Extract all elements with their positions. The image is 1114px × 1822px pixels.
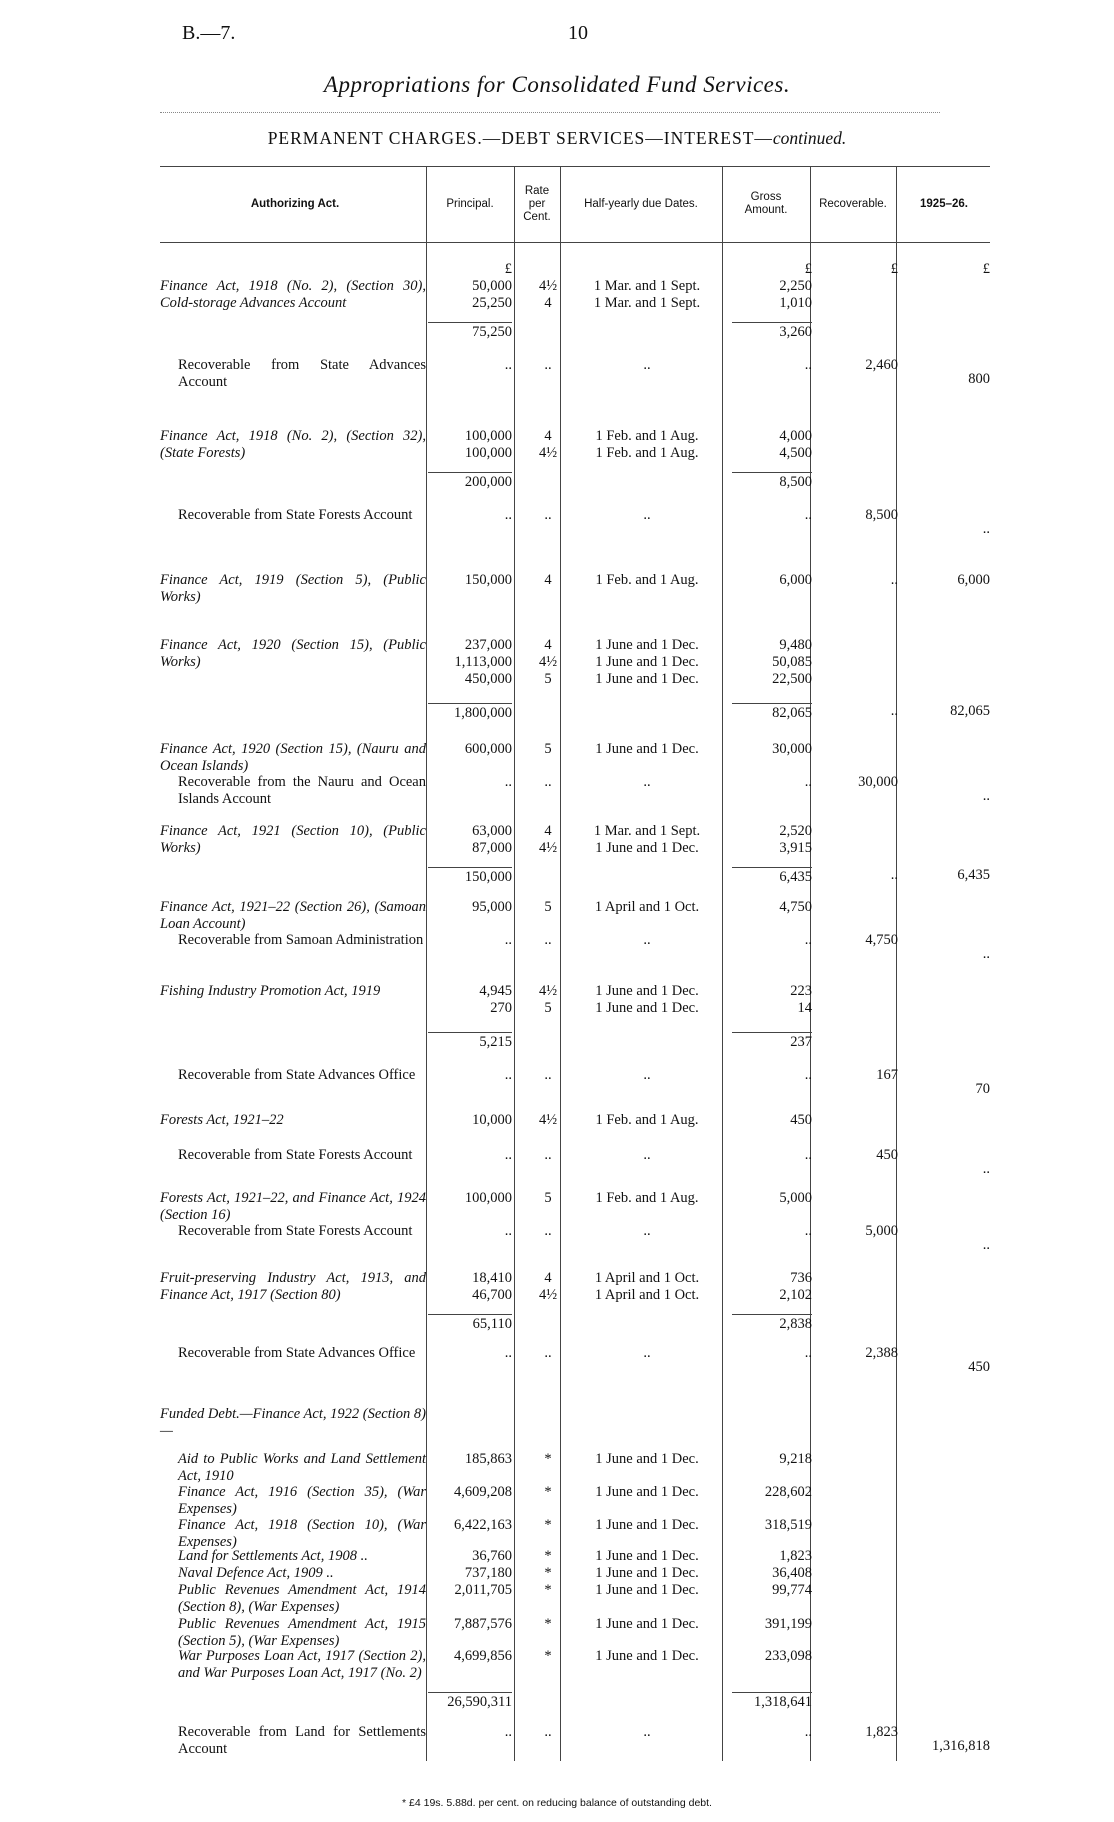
- principal-total: 5,215: [428, 1032, 512, 1051]
- authorizing-act: Land for Settlements Act, 1908 ..: [178, 1548, 368, 1564]
- col-header-year: 1925–26.: [920, 198, 968, 210]
- principal-cell: 185,863: [464, 1451, 512, 1467]
- principal-value: 18,410: [472, 1270, 512, 1286]
- footnote: * £4 19s. 5.88d. per cent. on reducing balance of outstanding debt.: [402, 1797, 712, 1809]
- dates-cell: [572, 983, 722, 1017]
- col-header-gross: Gross Amount.: [744, 191, 788, 216]
- gross-total: 2,838: [732, 1314, 812, 1333]
- dates-cell: ..: [643, 774, 651, 790]
- principal-total: 200,000: [428, 472, 512, 491]
- authorizing-act: Recoverable from State Advances Office: [178, 1345, 416, 1361]
- authorizing-act: Recoverable from State Forests Account: [178, 507, 413, 523]
- rate-cell: *: [544, 1582, 552, 1598]
- rate-cell: ..: [544, 357, 552, 373]
- authorizing-act: Forests Act, 1921–22, and Finance Act, 1924 (Section 16): [160, 1190, 426, 1223]
- dates-value: 1 April and 1 Oct.: [594, 1270, 700, 1286]
- authorizing-act: Forests Act, 1921–22: [160, 1112, 284, 1128]
- principal-value: 50,000: [472, 278, 512, 294]
- gross-cell: [732, 983, 812, 1017]
- authorizing-act: Recoverable from Land for Settlements Account: [178, 1724, 426, 1757]
- dates-value: 1 Mar. and 1 Sept.: [593, 295, 701, 311]
- rate-cell: [528, 428, 568, 462]
- gross-cell: [732, 637, 812, 688]
- rate-cell: ..: [544, 932, 552, 948]
- rate-cell: *: [544, 1548, 552, 1564]
- principal-cell: [428, 1270, 512, 1304]
- principal-value: 237,000: [464, 637, 512, 653]
- gross-value: 4,000: [779, 428, 812, 444]
- dates-value: 1 June and 1 Dec.: [595, 654, 699, 670]
- recoverable-cell: 5,000: [865, 1223, 898, 1239]
- principal-cell: 7,887,576: [454, 1616, 512, 1632]
- principal-total: 26,590,311: [428, 1692, 512, 1711]
- principal-cell: 95,000: [472, 899, 512, 915]
- dates-cell: [572, 278, 722, 312]
- dates-cell: 1 June and 1 Dec.: [595, 1565, 699, 1581]
- principal-cell: 36,760: [472, 1548, 512, 1564]
- principal-cell: 2,011,705: [454, 1582, 512, 1598]
- recoverable-cell: 1,823: [865, 1724, 898, 1740]
- authorizing-act: Aid to Public Works and Land Settlement Act, 1910: [178, 1451, 426, 1484]
- gross-cell: ..: [804, 1147, 812, 1163]
- section-subtitle: [0, 128, 1114, 149]
- dates-cell: 1 June and 1 Dec.: [595, 1484, 699, 1500]
- rate-cell: 5: [544, 741, 552, 757]
- year-cell: 6,435: [957, 867, 990, 883]
- dates-cell: 1 June and 1 Dec.: [595, 1548, 699, 1564]
- gross-cell: 228,602: [764, 1484, 812, 1500]
- rate-value: 4: [544, 823, 552, 839]
- dates-cell: 1 June and 1 Dec.: [595, 1582, 699, 1598]
- dates-cell: ..: [643, 507, 651, 523]
- principal-cell: ..: [504, 357, 512, 373]
- dates-cell: ..: [643, 1345, 651, 1361]
- rate-value: 4: [544, 295, 552, 311]
- report-code: B.—7.: [182, 22, 236, 44]
- authorizing-act: Fruit-preserving Industry Act, 1913, and Finance Act, 1917 (Section 80): [160, 1270, 426, 1303]
- gross-total: 1,318,641: [732, 1692, 812, 1711]
- rate-cell: [528, 637, 568, 688]
- dates-value: 1 April and 1 Oct.: [594, 1287, 700, 1303]
- dates-value: 1 Mar. and 1 Sept.: [593, 823, 701, 839]
- gross-cell: 391,199: [764, 1616, 812, 1632]
- year-cell: ..: [982, 1161, 990, 1177]
- principal-total: 75,250: [428, 322, 512, 341]
- authorizing-act: Finance Act, 1921 (Section 10), (Public Works): [160, 823, 426, 856]
- dates-cell: ..: [643, 932, 651, 948]
- dates-value: 1 June and 1 Dec.: [595, 840, 699, 856]
- gross-value: 2,250: [779, 278, 812, 294]
- principal-cell: 737,180: [464, 1565, 512, 1581]
- gross-cell: ..: [804, 1724, 812, 1740]
- gross-cell: ..: [804, 1345, 812, 1361]
- gross-cell: 450: [790, 1112, 812, 1128]
- dates-cell: ..: [643, 1223, 651, 1239]
- authorizing-act: Public Revenues Amendment Act, 1915 (Section 5), (War Expenses): [178, 1616, 426, 1649]
- rate-value: 4: [544, 428, 552, 444]
- recoverable-cell: 167: [876, 1067, 898, 1083]
- col-divider: [896, 166, 897, 1761]
- dates-cell: ..: [643, 357, 651, 373]
- recoverable-cell: ..: [890, 703, 898, 719]
- principal-cell: 4,699,856: [454, 1648, 512, 1664]
- rate-value: 5: [544, 1000, 552, 1016]
- principal-cell: 6,422,163: [454, 1517, 512, 1533]
- gross-cell: 233,098: [764, 1648, 812, 1664]
- principal-cell: [428, 983, 512, 1017]
- gross-total: 82,065: [732, 703, 812, 722]
- dates-value: 1 June and 1 Dec.: [595, 1000, 699, 1016]
- col-divider: [514, 166, 515, 1761]
- principal-value: 450,000: [464, 671, 512, 687]
- principal-value: 87,000: [472, 840, 512, 856]
- gross-cell: 1,823: [779, 1548, 812, 1564]
- principal-cell: [428, 428, 512, 462]
- year-cell: ..: [982, 788, 990, 804]
- authorizing-act: Recoverable from Samoan Administration: [178, 932, 424, 948]
- rate-cell: ..: [544, 507, 552, 523]
- rate-cell: ..: [544, 1345, 552, 1361]
- principal-value: 270: [490, 1000, 512, 1016]
- dates-cell: 1 June and 1 Dec.: [595, 1517, 699, 1533]
- authorizing-act: Naval Defence Act, 1909 ..: [178, 1565, 334, 1581]
- page-title: Appropriations for Consolidated Fund Services.: [323, 72, 791, 97]
- col-divider: [722, 166, 723, 1761]
- year-cell: 800: [968, 371, 990, 387]
- rate-value: 4: [544, 637, 552, 653]
- principal-value: 4,945: [479, 983, 512, 999]
- rate-cell: *: [544, 1648, 552, 1664]
- principal-cell: ..: [504, 1223, 512, 1239]
- gross-cell: ..: [804, 357, 812, 373]
- authorizing-act: Finance Act, 1920 (Section 15), (Public Works): [160, 637, 426, 670]
- rate-cell: 4: [544, 572, 552, 588]
- rate-cell: *: [544, 1565, 552, 1581]
- gross-value: 9,480: [779, 637, 812, 653]
- currency-symbol: £: [504, 261, 512, 277]
- gross-cell: [732, 823, 812, 857]
- col-header-recoverable: Recoverable.: [819, 198, 887, 210]
- year-cell: 1,316,818: [932, 1738, 990, 1754]
- rate-cell: 5: [544, 899, 552, 915]
- principal-cell: 600,000: [464, 741, 512, 757]
- dates-cell: 1 Feb. and 1 Aug.: [595, 1112, 699, 1128]
- rate-cell: ..: [544, 1147, 552, 1163]
- rate-value: 4½: [538, 983, 558, 999]
- gross-cell: [732, 278, 812, 312]
- gross-total: 8,500: [732, 472, 812, 491]
- gross-value: 2,102: [779, 1287, 812, 1303]
- page-number: 10: [568, 22, 588, 44]
- principal-cell: ..: [504, 774, 512, 790]
- gross-cell: 9,218: [779, 1451, 812, 1467]
- authorizing-act: Recoverable from State Forests Account: [178, 1147, 413, 1163]
- authorizing-act: Finance Act, 1920 (Section 15), (Nauru and Ocean Islands): [160, 741, 426, 774]
- gross-value: 223: [790, 983, 812, 999]
- authorizing-act: Fishing Industry Promotion Act, 1919: [160, 983, 381, 999]
- dates-cell: ..: [643, 1147, 651, 1163]
- col-divider: [426, 166, 427, 1761]
- recoverable-cell: 2,460: [865, 357, 898, 373]
- currency-symbol: £: [804, 261, 812, 277]
- dates-cell: 1 June and 1 Dec.: [595, 741, 699, 757]
- dates-cell: 1 June and 1 Dec.: [595, 1616, 699, 1632]
- principal-total: 150,000: [428, 867, 512, 886]
- rate-cell: [528, 278, 568, 312]
- currency-symbol: £: [982, 261, 990, 277]
- dates-value: 1 June and 1 Dec.: [595, 671, 699, 687]
- principal-cell: ..: [504, 1067, 512, 1083]
- principal-value: 100,000: [464, 445, 512, 461]
- rate-value: 4: [544, 1270, 552, 1286]
- principal-value: 1,113,000: [454, 654, 512, 670]
- gross-value: 14: [797, 1000, 812, 1016]
- gross-cell: 30,000: [772, 741, 812, 757]
- principal-cell: [428, 823, 512, 857]
- recoverable-cell: 2,388: [865, 1345, 898, 1361]
- gross-value: 736: [790, 1270, 812, 1286]
- authorizing-act: Public Revenues Amendment Act, 1914 (Section 8), (War Expenses): [178, 1582, 426, 1615]
- principal-cell: [428, 637, 512, 688]
- gross-value: 22,500: [772, 671, 812, 687]
- authorizing-act: Recoverable from the Nauru and Ocean Islands Account: [178, 774, 426, 807]
- dates-cell: 1 Feb. and 1 Aug.: [595, 572, 699, 588]
- gross-cell: ..: [804, 507, 812, 523]
- dates-cell: ..: [643, 1067, 651, 1083]
- principal-total: 65,110: [428, 1314, 512, 1333]
- principal-value: 46,700: [472, 1287, 512, 1303]
- dates-cell: [572, 637, 722, 688]
- rate-cell: ..: [544, 1067, 552, 1083]
- dates-value: 1 Feb. and 1 Aug.: [595, 445, 699, 461]
- table-top-rule: [160, 166, 990, 167]
- rate-cell: *: [544, 1451, 552, 1467]
- rate-cell: ..: [544, 1724, 552, 1740]
- authorizing-act: Finance Act, 1918 (Section 10), (War Expenses): [178, 1517, 426, 1550]
- year-cell: ..: [982, 521, 990, 537]
- rate-cell: [528, 823, 568, 857]
- rate-cell: *: [544, 1616, 552, 1632]
- rate-cell: ..: [544, 1223, 552, 1239]
- principal-total: 1,800,000: [428, 703, 512, 722]
- principal-value: 100,000: [464, 428, 512, 444]
- dates-cell: 1 April and 1 Oct.: [594, 899, 700, 915]
- rate-cell: [528, 1270, 568, 1304]
- gross-cell: 6,000: [779, 572, 812, 588]
- principal-value: 25,250: [472, 295, 512, 311]
- principal-cell: ..: [504, 1345, 512, 1361]
- rate-cell: *: [544, 1517, 552, 1533]
- dates-cell: 1 June and 1 Dec.: [595, 1451, 699, 1467]
- rate-value: 4½: [538, 445, 558, 461]
- col-header-act: Authorizing Act.: [250, 198, 340, 210]
- recoverable-cell: ..: [890, 572, 898, 588]
- rate-cell: *: [544, 1484, 552, 1500]
- gross-value: 3,915: [779, 840, 812, 856]
- gross-value: 50,085: [772, 654, 812, 670]
- header-bottom-rule: [160, 242, 990, 243]
- authorizing-act: Finance Act, 1916 (Section 35), (War Expenses): [178, 1484, 426, 1517]
- principal-value: 63,000: [472, 823, 512, 839]
- authorizing-act: Recoverable from State Advances Account: [178, 357, 426, 390]
- recoverable-cell: 4,750: [865, 932, 898, 948]
- principal-cell: 100,000: [464, 1190, 512, 1206]
- gross-cell: ..: [804, 932, 812, 948]
- principal-cell: ..: [504, 1724, 512, 1740]
- year-cell: 450: [968, 1359, 990, 1375]
- authorizing-act: Finance Act, 1918 (No. 2), (Section 32), (State Forests): [160, 428, 426, 461]
- gross-value: 4,500: [779, 445, 812, 461]
- gross-cell: 99,774: [772, 1582, 812, 1598]
- authorizing-act: Finance Act, 1919 (Section 5), (Public Works): [160, 572, 426, 605]
- rate-value: 5: [544, 671, 552, 687]
- subtitle-continued: continued.: [772, 128, 847, 148]
- gross-value: 2,520: [779, 823, 812, 839]
- gross-cell: 36,408: [772, 1565, 812, 1581]
- gross-cell: ..: [804, 774, 812, 790]
- gross-cell: 5,000: [779, 1190, 812, 1206]
- rate-value: 4½: [538, 1287, 558, 1303]
- gross-cell: [732, 428, 812, 462]
- subtitle-main: PERMANENT CHARGES.—DEBT SERVICES—INTEREST—: [267, 128, 773, 148]
- dates-value: 1 June and 1 Dec.: [595, 637, 699, 653]
- col-header-principal: Principal.: [446, 198, 494, 210]
- principal-cell: 150,000: [464, 572, 512, 588]
- rate-value: 4½: [538, 840, 558, 856]
- title-rule: [160, 112, 940, 113]
- rate-cell: ..: [544, 774, 552, 790]
- recoverable-cell: 8,500: [865, 507, 898, 523]
- rate-value: 4½: [538, 654, 558, 670]
- dates-cell: 1 June and 1 Dec.: [595, 1648, 699, 1664]
- rate-cell: 5: [544, 1190, 552, 1206]
- gross-total: 3,260: [732, 322, 812, 341]
- recoverable-cell: ..: [890, 867, 898, 883]
- dates-cell: [572, 823, 722, 857]
- authorizing-act: Finance Act, 1921–22 (Section 26), (Samoan Loan Account): [160, 899, 426, 932]
- dates-cell: [572, 428, 722, 462]
- col-header-dates: Half-yearly due Dates.: [584, 198, 698, 210]
- rate-cell: 4½: [538, 1112, 558, 1128]
- authorizing-act: War Purposes Loan Act, 1917 (Section 2), and War Purposes Loan Act, 1917 (No. 2): [178, 1648, 426, 1681]
- gross-total: 237: [732, 1032, 812, 1051]
- authorizing-act: Finance Act, 1918 (No. 2), (Section 30), Cold-storage Advances Account: [160, 278, 426, 311]
- gross-total: 6,435: [732, 867, 812, 886]
- dates-value: 1 June and 1 Dec.: [595, 983, 699, 999]
- principal-cell: ..: [504, 932, 512, 948]
- gross-value: 1,010: [779, 295, 812, 311]
- gross-cell: 318,519: [764, 1517, 812, 1533]
- year-cell: 6,000: [957, 572, 990, 588]
- dates-value: 1 Feb. and 1 Aug.: [595, 428, 699, 444]
- year-cell: ..: [982, 946, 990, 962]
- authorizing-act: Recoverable from State Forests Account: [178, 1223, 413, 1239]
- gross-cell: 4,750: [779, 899, 812, 915]
- dates-cell: ..: [643, 1724, 651, 1740]
- recoverable-cell: 450: [876, 1147, 898, 1163]
- principal-cell: 10,000: [472, 1112, 512, 1128]
- gross-cell: [732, 1270, 812, 1304]
- col-header-rate: Rate per Cent.: [523, 185, 551, 223]
- dates-value: 1 Mar. and 1 Sept.: [593, 278, 701, 294]
- rate-cell: [528, 983, 568, 1017]
- gross-cell: ..: [804, 1067, 812, 1083]
- principal-cell: ..: [504, 1147, 512, 1163]
- gross-cell: ..: [804, 1223, 812, 1239]
- rate-value: 4½: [538, 278, 558, 294]
- year-cell: 70: [975, 1081, 990, 1097]
- authorizing-act: Funded Debt.—Finance Act, 1922 (Section 8)—: [160, 1406, 426, 1439]
- year-cell: 82,065: [950, 703, 990, 719]
- principal-cell: [428, 278, 512, 312]
- authorizing-act: Recoverable from State Advances Office: [178, 1067, 416, 1083]
- currency-symbol: £: [890, 261, 898, 277]
- dates-cell: 1 Feb. and 1 Aug.: [595, 1190, 699, 1206]
- principal-cell: 4,609,208: [454, 1484, 512, 1500]
- recoverable-cell: 30,000: [858, 774, 898, 790]
- year-cell: ..: [982, 1237, 990, 1253]
- dates-cell: [572, 1270, 722, 1304]
- principal-cell: ..: [504, 507, 512, 523]
